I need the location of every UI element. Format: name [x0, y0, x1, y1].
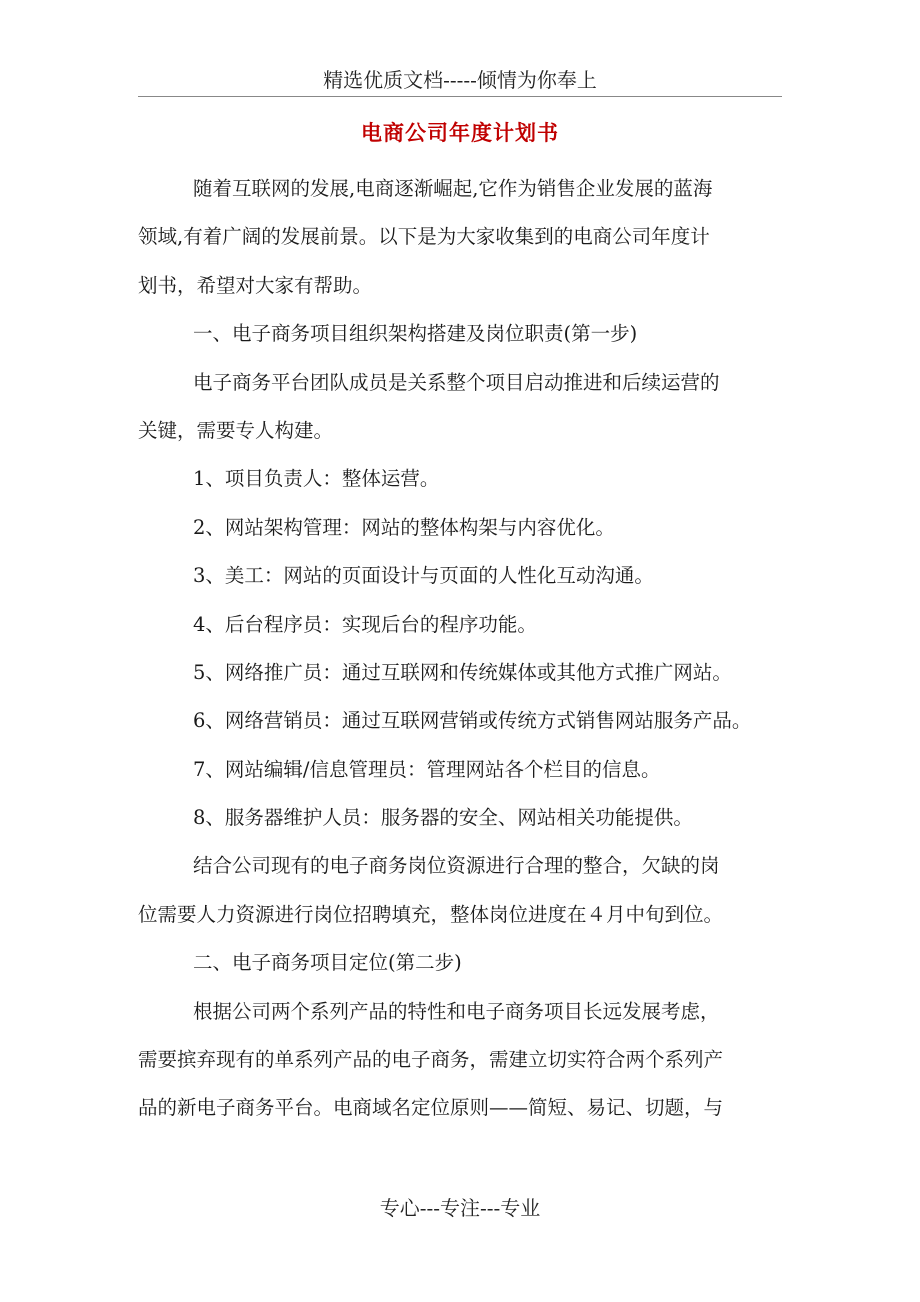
- section-heading: 二、电子商务项目定位(第二步): [193, 951, 462, 975]
- document-body: [138, 165, 808, 1133]
- body-line: 位需要人力资源进行岗位招聘填充，整体岗位进度在４月中旬到位。: [138, 902, 724, 926]
- body-line: 结合公司现有的电子商务岗位资源进行合理的整合，欠缺的岗: [193, 854, 720, 878]
- body-line: 品的新电子商务平台。电商域名定位原则——简短、易记、切题，与: [138, 1096, 724, 1120]
- body-line: 电子商务平台团队成员是关系整个项目启动推进和后续运营的: [193, 370, 720, 394]
- section-heading: 一、电子商务项目组织架构搭建及岗位职责(第一步): [193, 322, 638, 346]
- list-item: 1、项目负责人：整体运营。: [193, 467, 440, 491]
- body-line: 领域,有着广阔的发展前景。以下是为大家收集到的电商公司年度计: [138, 225, 710, 249]
- list-item: 4、后台程序员：实现后台的程序功能。: [193, 612, 537, 636]
- body-line: 关键，需要专人构建。: [138, 418, 334, 442]
- list-item: 6、网络营销员：通过互联网营销或传统方式销售网站服务产品。: [193, 709, 752, 733]
- list-item: 5、网络推广员：通过互联网和传统媒体或其他方式推广网站。: [193, 660, 732, 684]
- list-item: 3、美工：网站的页面设计与页面的人性化互动沟通。: [193, 564, 654, 588]
- list-item: 8、服务器维护人员：服务器的安全、网站相关功能提供。: [193, 806, 693, 830]
- list-item: 7、网站编辑/信息管理员：管理网站各个栏目的信息。: [193, 757, 661, 781]
- body-line: 需要摈弃现有的单系列产品的电子商务，需建立切实符合两个系列产: [138, 1048, 724, 1072]
- document-title: 电商公司年度计划书: [361, 120, 559, 145]
- body-line: 划书，希望对大家有帮助。: [138, 273, 373, 297]
- list-item: 2、网站架构管理：网站的整体构架与内容优化。: [193, 515, 615, 539]
- body-line: 根据公司两个系列产品的特性和电子商务项目长远发展考虑，: [193, 999, 720, 1023]
- page-header: 精选优质文档-----倾情为你奉上: [323, 68, 597, 92]
- body-line: 随着互联网的发展,电商逐渐崛起,它作为销售企业发展的蓝海: [193, 177, 713, 200]
- header-divider: [138, 96, 782, 97]
- page-footer: 专心---专注---专业: [379, 1196, 541, 1220]
